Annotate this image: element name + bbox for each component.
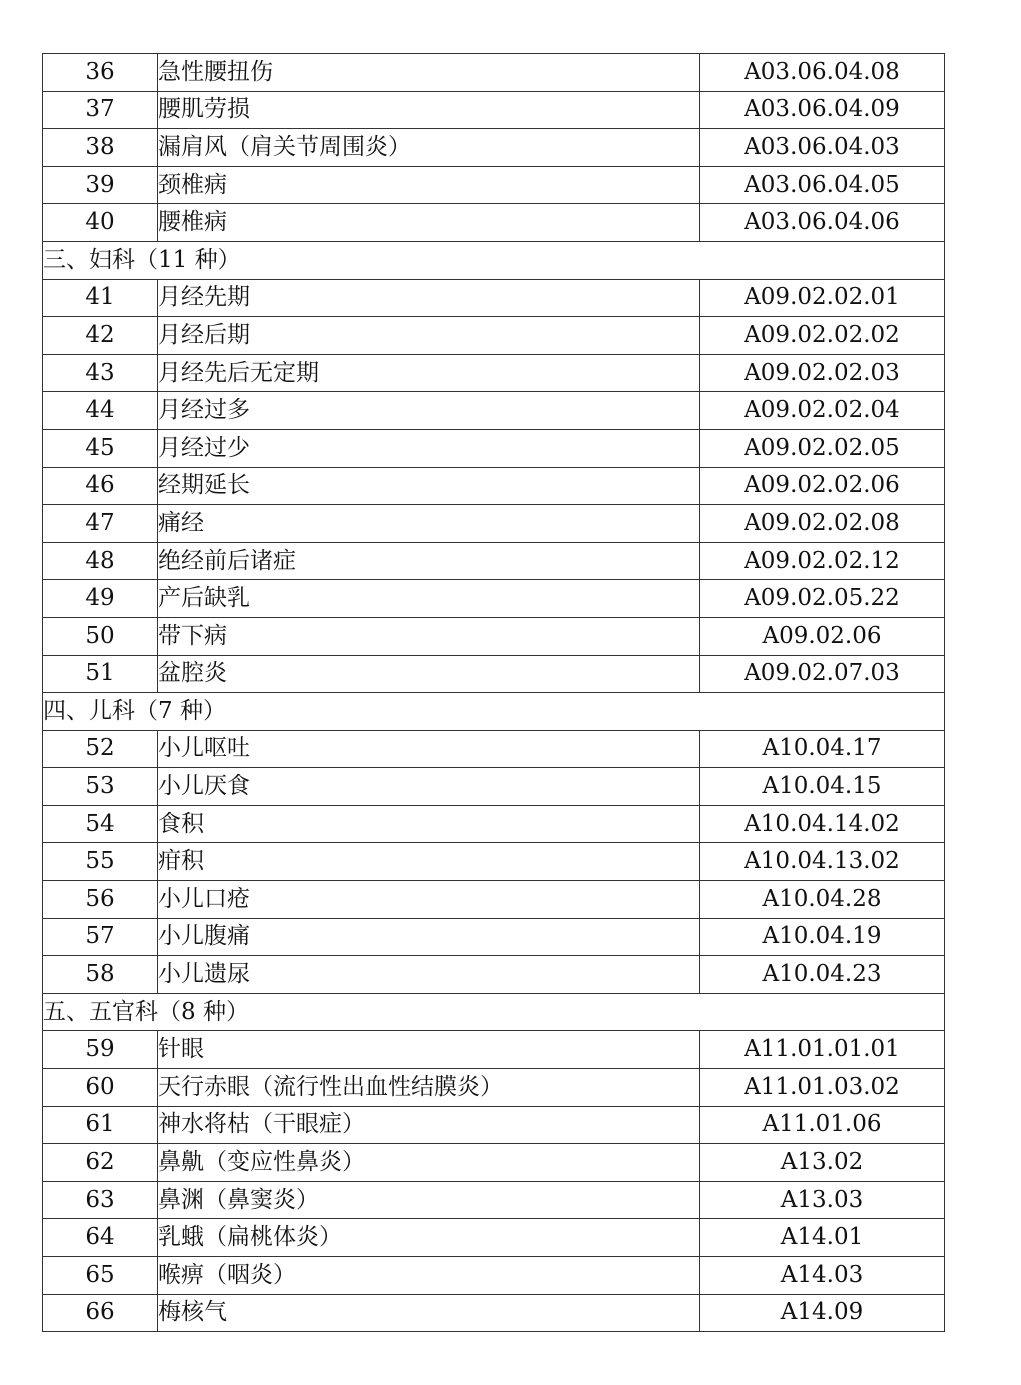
disease-code: A09.02.06 xyxy=(700,617,945,655)
disease-code-table xyxy=(42,53,945,1332)
disease-code: A10.04.19 xyxy=(700,918,945,956)
item-number: 50 xyxy=(43,617,158,655)
disease-code: A09.02.02.04 xyxy=(700,392,945,430)
disease-name: 小儿厌食 xyxy=(158,768,700,806)
table-row xyxy=(43,1219,945,1257)
disease-code: A10.04.15 xyxy=(700,768,945,806)
table-row xyxy=(43,580,945,618)
disease-code: A13.03 xyxy=(700,1181,945,1219)
disease-code: A11.01.06 xyxy=(700,1106,945,1144)
item-number: 61 xyxy=(43,1106,158,1144)
item-number: 64 xyxy=(43,1219,158,1257)
table-row xyxy=(43,730,945,768)
table-row xyxy=(43,542,945,580)
table-row xyxy=(43,805,945,843)
item-number: 47 xyxy=(43,505,158,543)
item-number: 45 xyxy=(43,429,158,467)
disease-name: 月经过少 xyxy=(158,429,700,467)
section-title: 四、儿科（7 种） xyxy=(43,693,945,731)
disease-code: A10.04.17 xyxy=(700,730,945,768)
disease-name: 食积 xyxy=(158,805,700,843)
item-number: 66 xyxy=(43,1294,158,1332)
disease-name: 梅核气 xyxy=(158,1294,700,1332)
item-number: 44 xyxy=(43,392,158,430)
table-row xyxy=(43,1144,945,1182)
section-title: 三、妇科（11 种） xyxy=(43,241,945,279)
disease-code: A10.04.13.02 xyxy=(700,843,945,881)
table-row xyxy=(43,1069,945,1107)
disease-name: 鼻渊（鼻窦炎） xyxy=(158,1181,700,1219)
disease-code: A11.01.01.01 xyxy=(700,1031,945,1069)
disease-name: 腰椎病 xyxy=(158,204,700,242)
disease-code: A13.02 xyxy=(700,1144,945,1182)
table-row xyxy=(43,279,945,317)
disease-code: A14.09 xyxy=(700,1294,945,1332)
disease-name: 小儿呕吐 xyxy=(158,730,700,768)
disease-name: 天行赤眼（流行性出血性结膜炎） xyxy=(158,1069,700,1107)
table-row xyxy=(43,881,945,919)
disease-name: 带下病 xyxy=(158,617,700,655)
disease-name: 月经先后无定期 xyxy=(158,354,700,392)
item-number: 52 xyxy=(43,730,158,768)
section-header-row xyxy=(43,693,945,731)
disease-name: 漏肩风（肩关节周围炎） xyxy=(158,129,700,167)
item-number: 41 xyxy=(43,279,158,317)
disease-code: A09.02.02.06 xyxy=(700,467,945,505)
disease-code: A09.02.07.03 xyxy=(700,655,945,693)
table-row xyxy=(43,1106,945,1144)
table-row xyxy=(43,204,945,242)
table-row xyxy=(43,956,945,994)
table-row xyxy=(43,617,945,655)
table-row xyxy=(43,392,945,430)
item-number: 65 xyxy=(43,1257,158,1295)
item-number: 38 xyxy=(43,129,158,167)
disease-code: A09.02.02.01 xyxy=(700,279,945,317)
disease-code: A14.03 xyxy=(700,1257,945,1295)
section-header-row xyxy=(43,241,945,279)
disease-code: A09.02.02.03 xyxy=(700,354,945,392)
disease-code: A03.06.04.08 xyxy=(700,54,945,92)
disease-name: 颈椎病 xyxy=(158,166,700,204)
item-number: 60 xyxy=(43,1069,158,1107)
disease-code: A09.02.02.12 xyxy=(700,542,945,580)
disease-name: 产后缺乳 xyxy=(158,580,700,618)
item-number: 39 xyxy=(43,166,158,204)
table-row xyxy=(43,429,945,467)
table-row xyxy=(43,655,945,693)
table-row xyxy=(43,166,945,204)
disease-code: A09.02.02.02 xyxy=(700,317,945,355)
disease-code: A10.04.14.02 xyxy=(700,805,945,843)
item-number: 58 xyxy=(43,956,158,994)
section-header-row xyxy=(43,993,945,1031)
table-row xyxy=(43,768,945,806)
table-row xyxy=(43,354,945,392)
disease-code: A09.02.02.08 xyxy=(700,505,945,543)
item-number: 54 xyxy=(43,805,158,843)
disease-name: 急性腰扭伤 xyxy=(158,54,700,92)
disease-code: A09.02.02.05 xyxy=(700,429,945,467)
table-row xyxy=(43,505,945,543)
disease-name: 神水将枯（干眼症） xyxy=(158,1106,700,1144)
item-number: 43 xyxy=(43,354,158,392)
item-number: 36 xyxy=(43,54,158,92)
disease-code: A03.06.04.03 xyxy=(700,129,945,167)
table-row xyxy=(43,54,945,92)
table-row xyxy=(43,91,945,129)
table-row xyxy=(43,918,945,956)
disease-name: 月经先期 xyxy=(158,279,700,317)
table-row xyxy=(43,1181,945,1219)
item-number: 57 xyxy=(43,918,158,956)
disease-name: 针眼 xyxy=(158,1031,700,1069)
item-number: 51 xyxy=(43,655,158,693)
disease-name: 盆腔炎 xyxy=(158,655,700,693)
disease-name: 小儿口疮 xyxy=(158,881,700,919)
table-row xyxy=(43,1031,945,1069)
item-number: 42 xyxy=(43,317,158,355)
disease-name: 乳蛾（扁桃体炎） xyxy=(158,1219,700,1257)
item-number: 62 xyxy=(43,1144,158,1182)
item-number: 48 xyxy=(43,542,158,580)
item-number: 55 xyxy=(43,843,158,881)
disease-code: A03.06.04.05 xyxy=(700,166,945,204)
disease-name: 月经过多 xyxy=(158,392,700,430)
item-number: 40 xyxy=(43,204,158,242)
disease-name: 小儿腹痛 xyxy=(158,918,700,956)
table-row xyxy=(43,129,945,167)
disease-name: 小儿遗尿 xyxy=(158,956,700,994)
disease-name: 喉痹（咽炎） xyxy=(158,1257,700,1295)
disease-code: A10.04.28 xyxy=(700,881,945,919)
table-body xyxy=(43,54,945,1332)
item-number: 46 xyxy=(43,467,158,505)
table-row xyxy=(43,317,945,355)
disease-code: A14.01 xyxy=(700,1219,945,1257)
section-title: 五、五官科（8 种） xyxy=(43,993,945,1031)
item-number: 49 xyxy=(43,580,158,618)
disease-name: 痛经 xyxy=(158,505,700,543)
disease-code: A03.06.04.06 xyxy=(700,204,945,242)
disease-name: 疳积 xyxy=(158,843,700,881)
disease-code: A11.01.03.02 xyxy=(700,1069,945,1107)
table-row xyxy=(43,467,945,505)
table-row xyxy=(43,843,945,881)
item-number: 59 xyxy=(43,1031,158,1069)
item-number: 56 xyxy=(43,881,158,919)
item-number: 53 xyxy=(43,768,158,806)
disease-name: 绝经前后诸症 xyxy=(158,542,700,580)
disease-name: 鼻鼽（变应性鼻炎） xyxy=(158,1144,700,1182)
item-number: 63 xyxy=(43,1181,158,1219)
item-number: 37 xyxy=(43,91,158,129)
disease-name: 经期延长 xyxy=(158,467,700,505)
disease-code: A03.06.04.09 xyxy=(700,91,945,129)
disease-name: 月经后期 xyxy=(158,317,700,355)
disease-code: A10.04.23 xyxy=(700,956,945,994)
table-row xyxy=(43,1257,945,1295)
table-row xyxy=(43,1294,945,1332)
disease-name: 腰肌劳损 xyxy=(158,91,700,129)
disease-code: A09.02.05.22 xyxy=(700,580,945,618)
